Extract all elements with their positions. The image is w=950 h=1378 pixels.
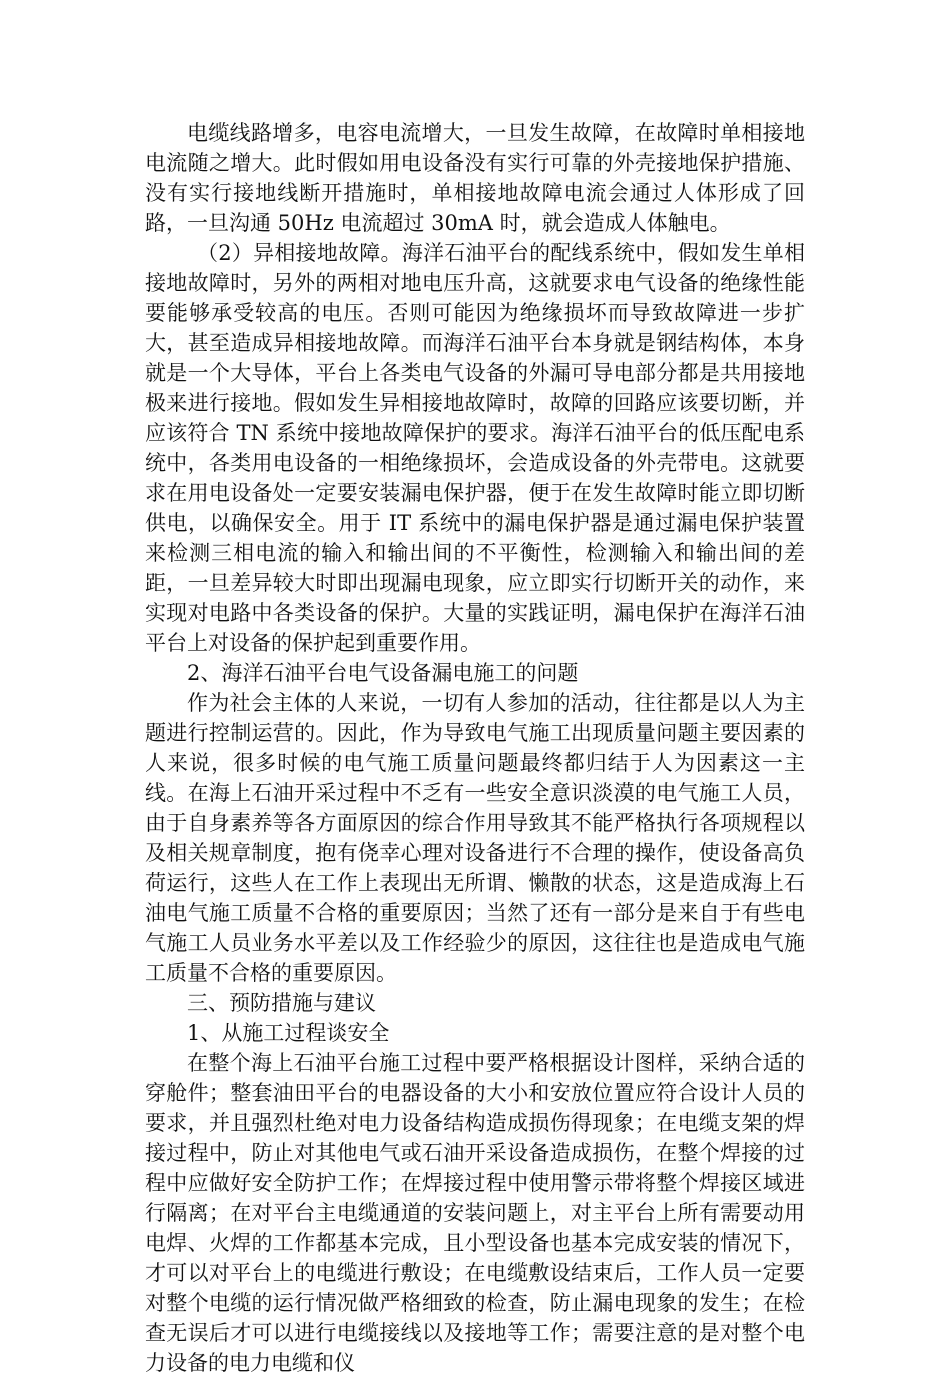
paragraph-human-factors: 作为社会主体的人来说，一切有人参加的活动，往往都是以人为主题进行控制运营的。因此，作为导致电气施工出现质量问题主要因素的人来说，很多时候的电气施工质量问题最终都归结于人为因素这一主线。在海上石油开采过程中不乏有一些安全意识淡漠的电气施工人员，由于自身素养等各方面原因的综合作用导致其不能严格执行各项规程以及相关规章制度，抱有侥幸心理对设备进行不合理的操作，使设备高负荷运行，这些人在工作上表现出无所谓、懒散的状态，这是造成海上石油电气施工质量不合格的重要原因；当然了还有一部分是来自于有些电气施工人员业务水平差以及工作经验少的原因，这往往也是造成电气施工质量不合格的重要原因。 <box>145 691 805 985</box>
paragraph-electric-shock: 电缆线路增多，电容电流增大，一旦发生故障，在故障时单相接地电流随之增大。此时假如用电设备没有实行可靠的外壳接地保护措施、没有实行接地线断开措施时，单相接地故障电流会通过人体形成了回路，一旦沟通 50Hz 电流超过 30mA 时，就会造成人体触电。 <box>145 121 805 235</box>
section-heading-construction-safety: 1、从施工过程谈安全 <box>187 1021 390 1045</box>
paragraph-phase-ground-fault: （2）异相接地故障。海洋石油平台的配线系统中，假如发生单相接地故障时，另外的两相对地电压升高，这就要求电气设备的绝缘性能要能够承受较高的电压。否则可能因为绝缘损坏而导致故障进一步扩大，甚至造成异相接地故障。而海洋石油平台本身就是钢结构体，本身就是一个大导体，平台上各类电气设备的外漏可导电部分都是共用接地极来进行接地。假如发生异相接地故障时，故障的回路应该要切断，并应该符合 TN 系统中接地故障保护的要求。海洋石油平台的低压配电系统中，各类用电设备的一相绝缘损坏，会造成设备的外壳带电。这就要求在用电设备处一定要安装漏电保护器，便于在发生故障时能立即切断供电，以确保安全。用于 IT 系统中的漏电保护器是通过漏电保护装置来检测三相电流的输入和输出间的不平衡性，检测输入和输出间的差距，一旦差异较大时即出现漏电现象，应立即实行切断开关的动作，来实现对电路中各类设备的保护。大量的实践证明，漏电保护在海洋石油平台上对设备的保护起到重要作用。 <box>145 241 805 655</box>
section-heading-prevention: 三、预防措施与建议 <box>187 991 376 1015</box>
paragraph-construction-process: 在整个海上石油平台施工过程中要严格根据设计图样，采纳合适的穿舱件；整套油田平台的电器设备的大小和安放位置应符合设计人员的要求，并且强烈杜绝对电力设备结构造成损伤得现象；在电缆支架的焊接过程中，防止对其他电气或石油开采设备造成损伤，在整个焊接的过程中应做好安全防护工作；在焊接过程中使用警示带将整个焊接区域进行隔离；在对平台主电缆通道的安装问题上，对主平台上所有需要动用电焊、火焊的工作都基本完成，且小型设备也基本完成安装的情况下，才可以对平台上的电缆进行敷设；在电缆敷设结束后，工作人员一定要对整个电缆的运行情况做严格细致的检查，防止漏电现象的发生；在检查无误后才可以进行电缆接线以及接地等工作；需要注意的是对整个电力设备的电力电缆和仪 <box>145 1051 805 1375</box>
document-body <box>145 118 805 1378</box>
section-heading-leakage-construction: 2、海洋石油平台电气设备漏电施工的问题 <box>187 661 579 685</box>
